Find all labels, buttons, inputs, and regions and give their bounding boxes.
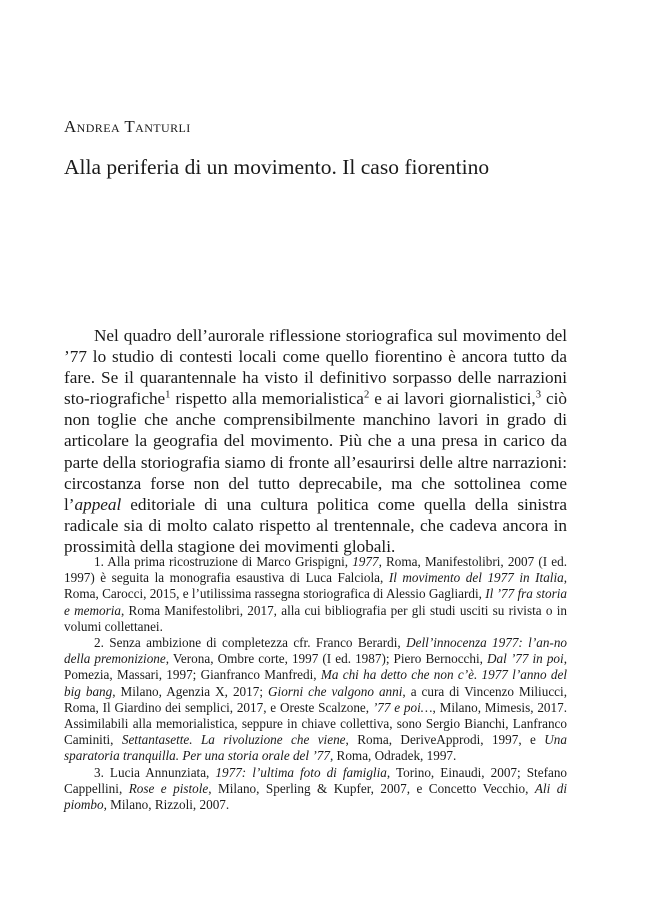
footnote-ref-2[interactable]: 2	[363, 389, 370, 401]
footnote-text: , Torino, Einaudi, 2007; Stefano Cappellini,	[64, 764, 568, 796]
footnote-text: , Roma, Manifestolibri, 2007 (I ed. 1997) è seguita la monografia esaustiva di Luca Falciola,	[64, 554, 567, 586]
footnote-text: , Verona, Ombre corte, 1997 (I ed. 1987); Piero Bernocchi,	[165, 651, 488, 667]
footnote-italic: Dell’innocenza 1977: l’an-no della premonizione	[64, 635, 568, 667]
footnote-italic: Ali di piombo	[64, 780, 567, 813]
footnote-italic: 1977: l’ultima foto di famiglia	[215, 764, 387, 780]
footnote-italic: Rose e pistole	[128, 780, 209, 796]
article-title: Alla periferia di un movimento. Il caso fiorentino	[64, 155, 490, 179]
footnote-italic: Il movimento del 1977 in Italia	[388, 570, 564, 586]
footnote-italic: Settantasette. La rivoluzione che viene	[121, 732, 346, 748]
footnote-text: 3. Lucia Annunziata,	[94, 764, 216, 780]
footnote-text: 2. Senza ambizione di completezza cfr. Franco Berardi,	[94, 635, 407, 651]
footnotes	[64, 554, 567, 813]
body-italic-term: appeal	[74, 494, 122, 514]
footnote-text: , a cura di Vincenzo Miliucci, Roma, Il Giardino dei semplici, 2017, e Oreste Scalzone,	[64, 683, 567, 715]
footnote-text: , Roma Manifestolibri, 2017, alla cui bibliografia per gli studi usciti su rivista o in volumi collettanei.	[64, 602, 567, 634]
body-text-segment: Nel quadro dell’aurorale riflessione storiografica sul movimento del ’77 lo studio di contesti locali come quello fiorentino è ancora tutto da fare. Se il quarantennale ha visto il definitivo sorpasso delle narrazioni sto-riografiche	[64, 326, 567, 409]
footnote-italic: ’77 e poi…	[372, 699, 433, 715]
footnote-italic: Una sparatoria tranquilla. Per una storia orale del ’77	[64, 732, 567, 764]
footnote-text: , Milano, Agenzia X, 2017;	[112, 683, 268, 699]
footnote-3	[64, 765, 567, 814]
footnote-text: , Milano, Sperling & Kupfer, 2007, e Concetto Vecchio,	[208, 780, 535, 796]
footnote-text: , Milano, Mimesis, 2017. Assimilabili alla memorialistica, seppure in chiave collettiva, sono Sergio Bianchi, Lanfranco Caminiti,	[64, 699, 567, 748]
footnote-ref-1[interactable]: 1	[165, 389, 171, 401]
footnote-italic: 1977	[352, 554, 379, 569]
footnote-2	[64, 635, 567, 765]
footnote-italic: Il ’77 fra storia e memoria	[64, 586, 567, 618]
body-paragraph	[64, 325, 567, 557]
body-text-segment: rispetto alla memorialistica	[170, 389, 364, 409]
footnote-text: , Roma, Carocci, 2015, e l’utilissima rassegna storiografica di Alessio Gagliardi,	[64, 570, 568, 602]
body-text-segment: e ai lavori giornalistici,	[369, 389, 536, 409]
footnote-text: , Pomezia, Massari, 1997; Gianfranco Manfredi,	[64, 651, 567, 683]
footnote-text: 1. Alla prima ricostruzione di Marco Grispigni,	[94, 554, 353, 569]
footnote-italic: Giorni che valgono anni	[268, 683, 403, 699]
footnote-italic: Dal ’77 in poi	[487, 651, 564, 667]
author-name: Andrea Tanturli	[64, 117, 191, 136]
footnote-text: , Roma, Odradek, 1997.	[329, 748, 457, 764]
footnote-text: , Roma, DeriveApprodi, 1997, e	[345, 732, 545, 748]
footnote-1	[64, 554, 567, 635]
footnote-italic: Ma chi ha detto che non c’è. 1977 l’anno del big bang	[64, 667, 567, 699]
body-text-segment: editoriale di una cultura politica come quella della sinistra radicale sia di molto calato rispetto al trentennale, che cadeva ancora in prossimità della stagione dei movimenti globali.	[64, 494, 567, 556]
footnote-text: , Milano, Rizzoli, 2007.	[103, 797, 230, 813]
body-text-segment: ciò non toglie che anche comprensibilmente manchino lavori in grado di articolare la geografia del movimento. Più che a una presa in carico da parte della storiografia siamo di fronte all’esaurirsi delle altre narrazioni: circostanza forse non del tutto deprecabile, ma che sottolinea come l’	[64, 389, 568, 514]
footnote-ref-3[interactable]: 3	[535, 389, 542, 401]
